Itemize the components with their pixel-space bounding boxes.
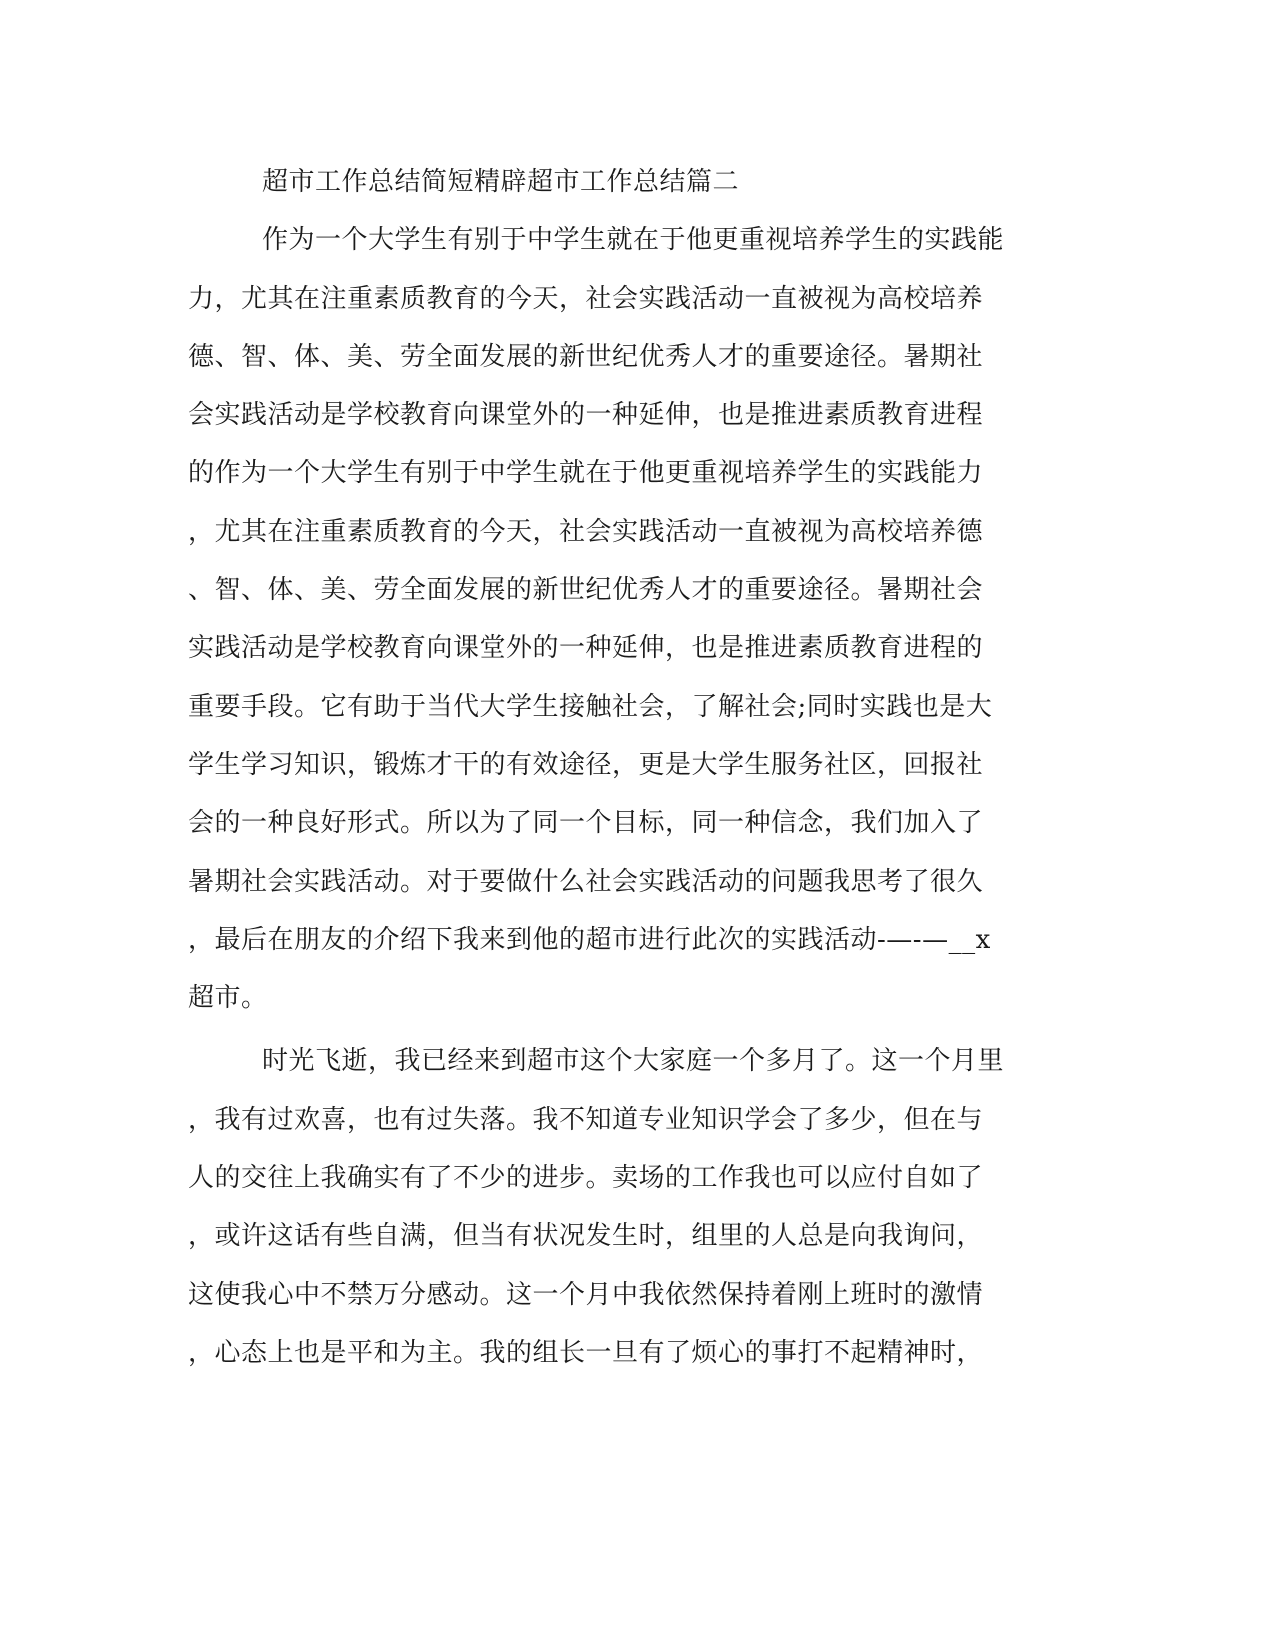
- paragraph-line: 时光飞逝，我已经来到超市这个大家庭一个多月了。这一个月里: [262, 1046, 1005, 1076]
- paragraph-line: ，最后在朋友的介绍下我来到他的超市进行此次的实践活动-—-—__x: [188, 925, 991, 955]
- paragraph-line: ，尤其在注重素质教育的今天，社会实践活动一直被视为高校培养德: [188, 517, 984, 547]
- paragraph-line: 会的一种良好形式。所以为了同一个目标，同一种信念，我们加入了: [188, 808, 984, 838]
- paragraph-line: 学生学习知识，锻炼才干的有效途径，更是大学生服务社区，回报社: [188, 750, 984, 780]
- paragraph-line: 、智、体、美、劳全面发展的新世纪优秀人才的重要途径。暑期社会: [188, 575, 984, 605]
- paragraph-line: 作为一个大学生有别于中学生就在于他更重视培养学生的实践能: [262, 225, 1005, 255]
- paragraph-line: 实践活动是学校教育向课堂外的一种延伸，也是推进素质教育进程的: [188, 633, 984, 663]
- paragraph-line: 人的交往上我确实有了不少的进步。卖场的工作我也可以应付自如了: [188, 1163, 984, 1193]
- paragraph-line: 会实践活动是学校教育向课堂外的一种延伸，也是推进素质教育进程: [188, 400, 984, 430]
- paragraph-line: ，或许这话有些自满，但当有状况发生时，组里的人总是向我询问，: [188, 1221, 984, 1251]
- paragraph-line: 超市。: [188, 983, 268, 1013]
- paragraph-line: 德、智、体、美、劳全面发展的新世纪优秀人才的重要途径。暑期社: [188, 342, 984, 372]
- paragraph-line: 这使我心中不禁万分感动。这一个月中我依然保持着刚上班时的激情: [188, 1280, 984, 1310]
- paragraph-line: 重要手段。它有助于当代大学生接触社会，了解社会;同时实践也是大: [188, 692, 993, 722]
- paragraph-line: ，心态上也是平和为主。我的组长一旦有了烦心的事打不起精神时，: [188, 1338, 984, 1368]
- paragraph-line: 力，尤其在注重素质教育的今天，社会实践活动一直被视为高校培养: [188, 284, 984, 314]
- paragraph-line: ，我有过欢喜，也有过失落。我不知道专业知识学会了多少，但在与: [188, 1105, 984, 1135]
- paragraph-line: 暑期社会实践活动。对于要做什么社会实践活动的问题我思考了很久: [188, 867, 984, 897]
- document-title: 超市工作总结简短精辟超市工作总结篇二: [262, 167, 740, 197]
- paragraph-line: 的作为一个大学生有别于中学生就在于他更重视培养学生的实践能力: [188, 458, 984, 488]
